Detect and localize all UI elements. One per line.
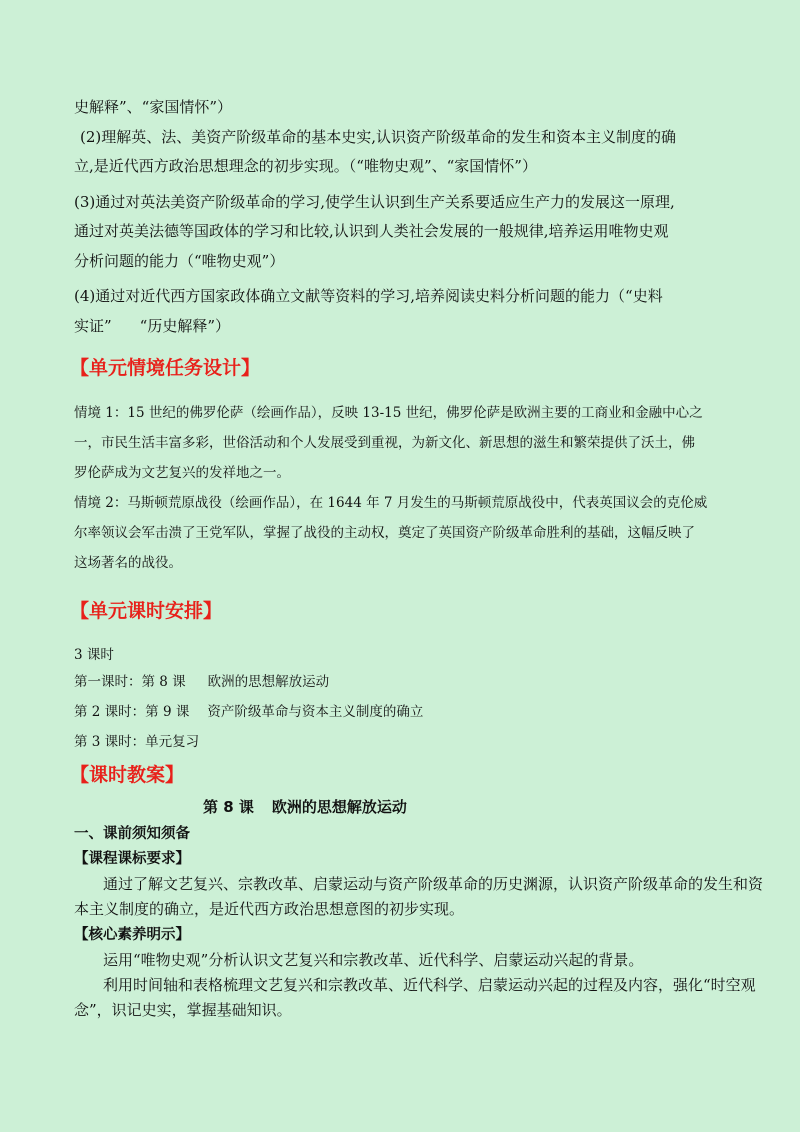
schedule-total: 3 课时 xyxy=(74,647,114,663)
section-heading: 一、课前须知须备 xyxy=(74,826,190,842)
situation-line: 尔率领议会军击溃了王党军队，掌握了战役的主动权，奠定了英国资产阶级革命胜利的基础，这幅反映了 xyxy=(74,525,695,541)
situation-line: 情境 1：15 世纪的佛罗伦萨（绘画作品），反映 13-15 世纪，佛罗伦萨是欧洲主要的工商业和金融中心之 xyxy=(74,405,703,421)
schedule-heading: 【单元课时安排】 xyxy=(70,600,223,622)
lesson-heading: 【课时教案】 xyxy=(70,764,185,786)
lesson-title: 第 8 课 欧洲的思想解放运动 xyxy=(203,798,407,816)
schedule-item: 第一课时：第 8 课 欧洲的思想解放运动 xyxy=(74,674,330,690)
situation-line: 这场著名的战役。 xyxy=(74,555,182,571)
schedule-item: 第 2 课时：第 9 课 资产阶级革命与资本主义制度的确立 xyxy=(74,704,424,720)
objective-line xyxy=(74,316,230,336)
objective-line: (3)通过对英法美资产阶级革命的学习,使学生认识到生产关系要适应生产力的发展这一原理, xyxy=(74,193,675,211)
objective-line: 立,是近代西方政治思想理念的初步实现。（“唯物史观”、“家国情怀”） xyxy=(74,157,537,175)
core-literacy-text: 利用时间轴和表格梳理文艺复兴和宗教改革、近代科学、启蒙运动兴起的过程及内容，强化“时空观 xyxy=(103,976,756,994)
situation-line: 情境 2：马斯顿荒原战役（绘画作品），在 1644 年 7 月发生的马斯顿荒原战役中，代表英国议会的克伦威 xyxy=(74,495,708,511)
objective-line: (4)通过对近代西方国家政体确立文献等资料的学习,培养阅读史料分析问题的能力（“史料 xyxy=(74,287,663,305)
objective-line: 史解释”、“家国情怀”） xyxy=(74,98,233,116)
situation-line: 一，市民生活丰富多彩，世俗活动和个人发展受到重视，为新文化、新思想的滋生和繁荣提供了沃土，佛 xyxy=(74,435,695,451)
objective-line: (2)理解英、法、美资产阶级革命的基本史实,认识资产阶级革命的发生和资本主义制度的确 xyxy=(80,128,677,146)
situation-heading: 【单元情境任务设计】 xyxy=(70,357,261,379)
situation-line: 罗伦萨成为文艺复兴的发祥地之一。 xyxy=(74,465,290,481)
objective-line: 通过对英美法德等国政体的学习和比较,认识到人类社会发展的一般规律,培养运用唯物史观 xyxy=(74,222,669,240)
requirement-label: 【课程课标要求】 xyxy=(74,851,190,867)
requirement-text: 本主义制度的确立，是近代西方政治思想意图的初步实现。 xyxy=(74,900,465,918)
objective-term: “历史解释”） xyxy=(139,317,231,335)
schedule-item: 第 3 课时：单元复习 xyxy=(74,734,200,750)
objective-line: 分析问题的能力（“唯物史观”） xyxy=(74,252,285,270)
core-literacy-text: 念”，识记史实，掌握基础知识。 xyxy=(74,1001,292,1019)
objective-term: 实证” xyxy=(74,317,112,335)
core-literacy-text: 运用“唯物史观”分析认识文艺复兴和宗教改革、近代科学、启蒙运动兴起的背景。 xyxy=(103,951,644,969)
core-literacy-label: 【核心素养明示】 xyxy=(74,927,190,943)
requirement-text: 通过了解文艺复兴、宗教改革、启蒙运动与资产阶级革命的历史渊源，认识资产阶级革命的发生和资 xyxy=(103,875,764,893)
